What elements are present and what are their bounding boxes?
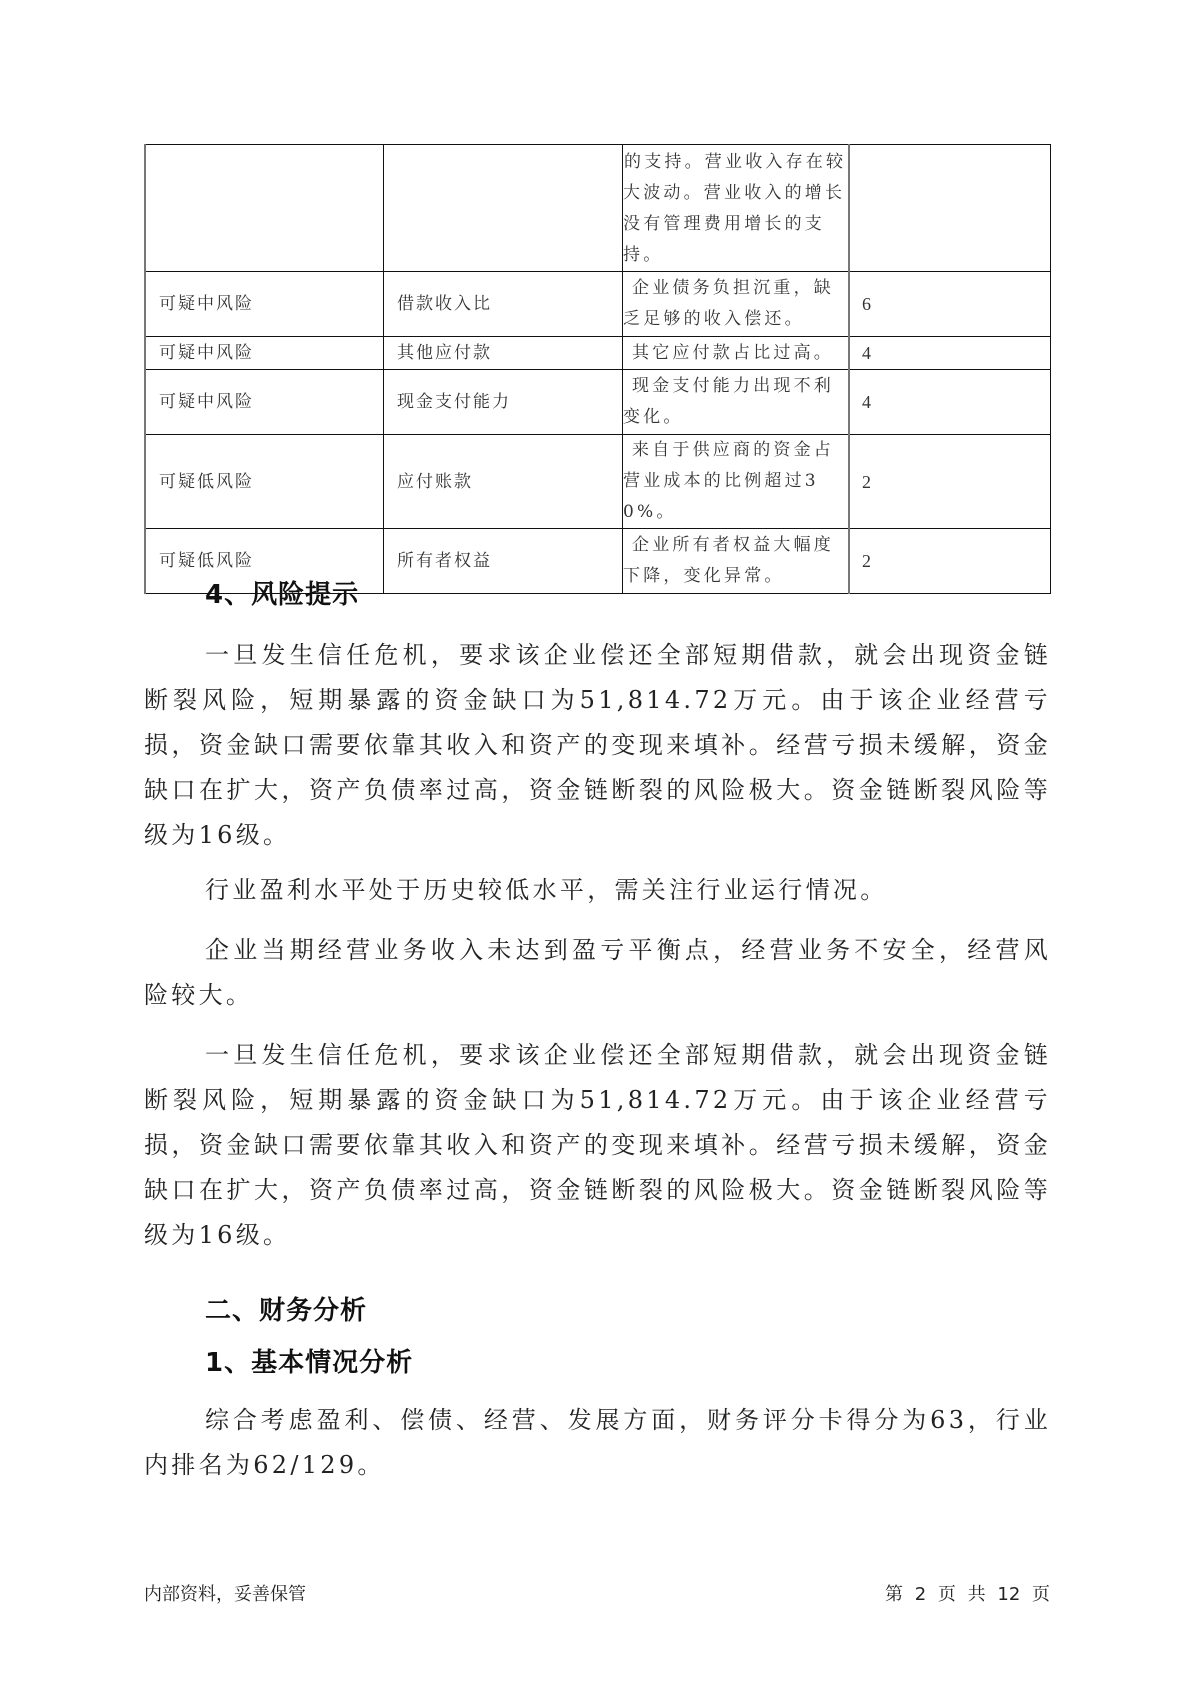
description-cell	[623, 370, 850, 435]
risk-indicator-table	[144, 144, 1051, 594]
description-text: 来自于供应商的资金占营业成本的比例超过30%。	[623, 440, 834, 522]
score-cell: 2	[849, 435, 1051, 529]
footer-confidential-note: 内部资料，妥善保管	[144, 1584, 306, 1605]
paragraph: 企业当期经营业务收入未达到盈亏平衡点，经营业务不安全，经营风险较大。	[144, 936, 1051, 1009]
indicator-cell: 所有者权益	[384, 529, 623, 594]
table-row	[145, 435, 1051, 529]
description-cell	[623, 337, 850, 370]
table-row	[145, 145, 1051, 272]
risk-level-cell: 可疑中风险	[145, 337, 384, 370]
section-heading-risk-tips: 4、风险提示	[205, 580, 360, 610]
description-text: 企业所有者权益大幅度下降，变化异常。	[623, 535, 834, 586]
paragraph: 行业盈利水平处于历史较低水平，需关注行业运行情况。	[205, 876, 888, 904]
paragraph: 一旦发生信任危机，要求该企业偿还全部短期借款，就会出现资金链断裂风险，短期暴露的资金缺口为51,814.72万元。由于该企业经营亏损，资金缺口需要依靠其收入和资产的变现来填补。经营亏损未缓解，资金缺口在扩大，资产负债率过高，资金链断裂的风险极大。资金链断裂风险等级为16级。	[144, 641, 1051, 849]
score-cell: 2	[849, 529, 1051, 594]
indicator-cell: 借款收入比	[384, 272, 623, 337]
description-cell	[623, 272, 850, 337]
description-text: 的支持。营业收入存在较大波动。营业收入的增长没有管理费用增长的支持。	[623, 152, 847, 265]
indicator-cell: 应付账款	[384, 435, 623, 529]
description-cell	[623, 145, 850, 272]
score-cell	[849, 145, 1051, 272]
description-cell	[623, 529, 850, 594]
score-cell: 4	[849, 370, 1051, 435]
indicator-cell: 现金支付能力	[384, 370, 623, 435]
indicator-cell: 其他应付款	[384, 337, 623, 370]
risk-level-cell: 可疑中风险	[145, 370, 384, 435]
subsection-heading-basic-analysis: 1、基本情况分析	[205, 1348, 414, 1378]
score-cell: 6	[849, 272, 1051, 337]
description-text: 企业债务负担沉重，缺乏足够的收入偿还。	[623, 278, 834, 329]
risk-level-cell: 可疑低风险	[145, 435, 384, 529]
description-cell	[623, 435, 850, 529]
table-row	[145, 337, 1051, 370]
paragraph: 一旦发生信任危机，要求该企业偿还全部短期借款，就会出现资金链断裂风险，短期暴露的资金缺口为51,814.72万元。由于该企业经营亏损，资金缺口需要依靠其收入和资产的变现来填补。经营亏损未缓解，资金缺口在扩大，资产负债率过高，资金链断裂的风险极大。资金链断裂风险等级为16级。	[144, 1041, 1051, 1249]
section-heading-financial-analysis: 二、财务分析	[205, 1296, 368, 1326]
score-cell: 4	[849, 337, 1051, 370]
description-text: 其它应付款占比过高。	[632, 343, 834, 363]
risk-level-cell: 可疑中风险	[145, 272, 384, 337]
risk-level-cell: 可疑低风险	[145, 529, 384, 594]
risk-level-cell	[145, 145, 384, 272]
indicator-cell	[384, 145, 623, 272]
description-text: 现金支付能力出现不利变化。	[623, 376, 834, 427]
table-row	[145, 272, 1051, 337]
paragraph: 综合考虑盈利、偿债、经营、发展方面，财务评分卡得分为63，行业内排名为62/129。	[144, 1406, 1051, 1479]
footer-page-number: 第 2 页 共 12 页	[885, 1584, 1050, 1605]
table-row	[145, 370, 1051, 435]
